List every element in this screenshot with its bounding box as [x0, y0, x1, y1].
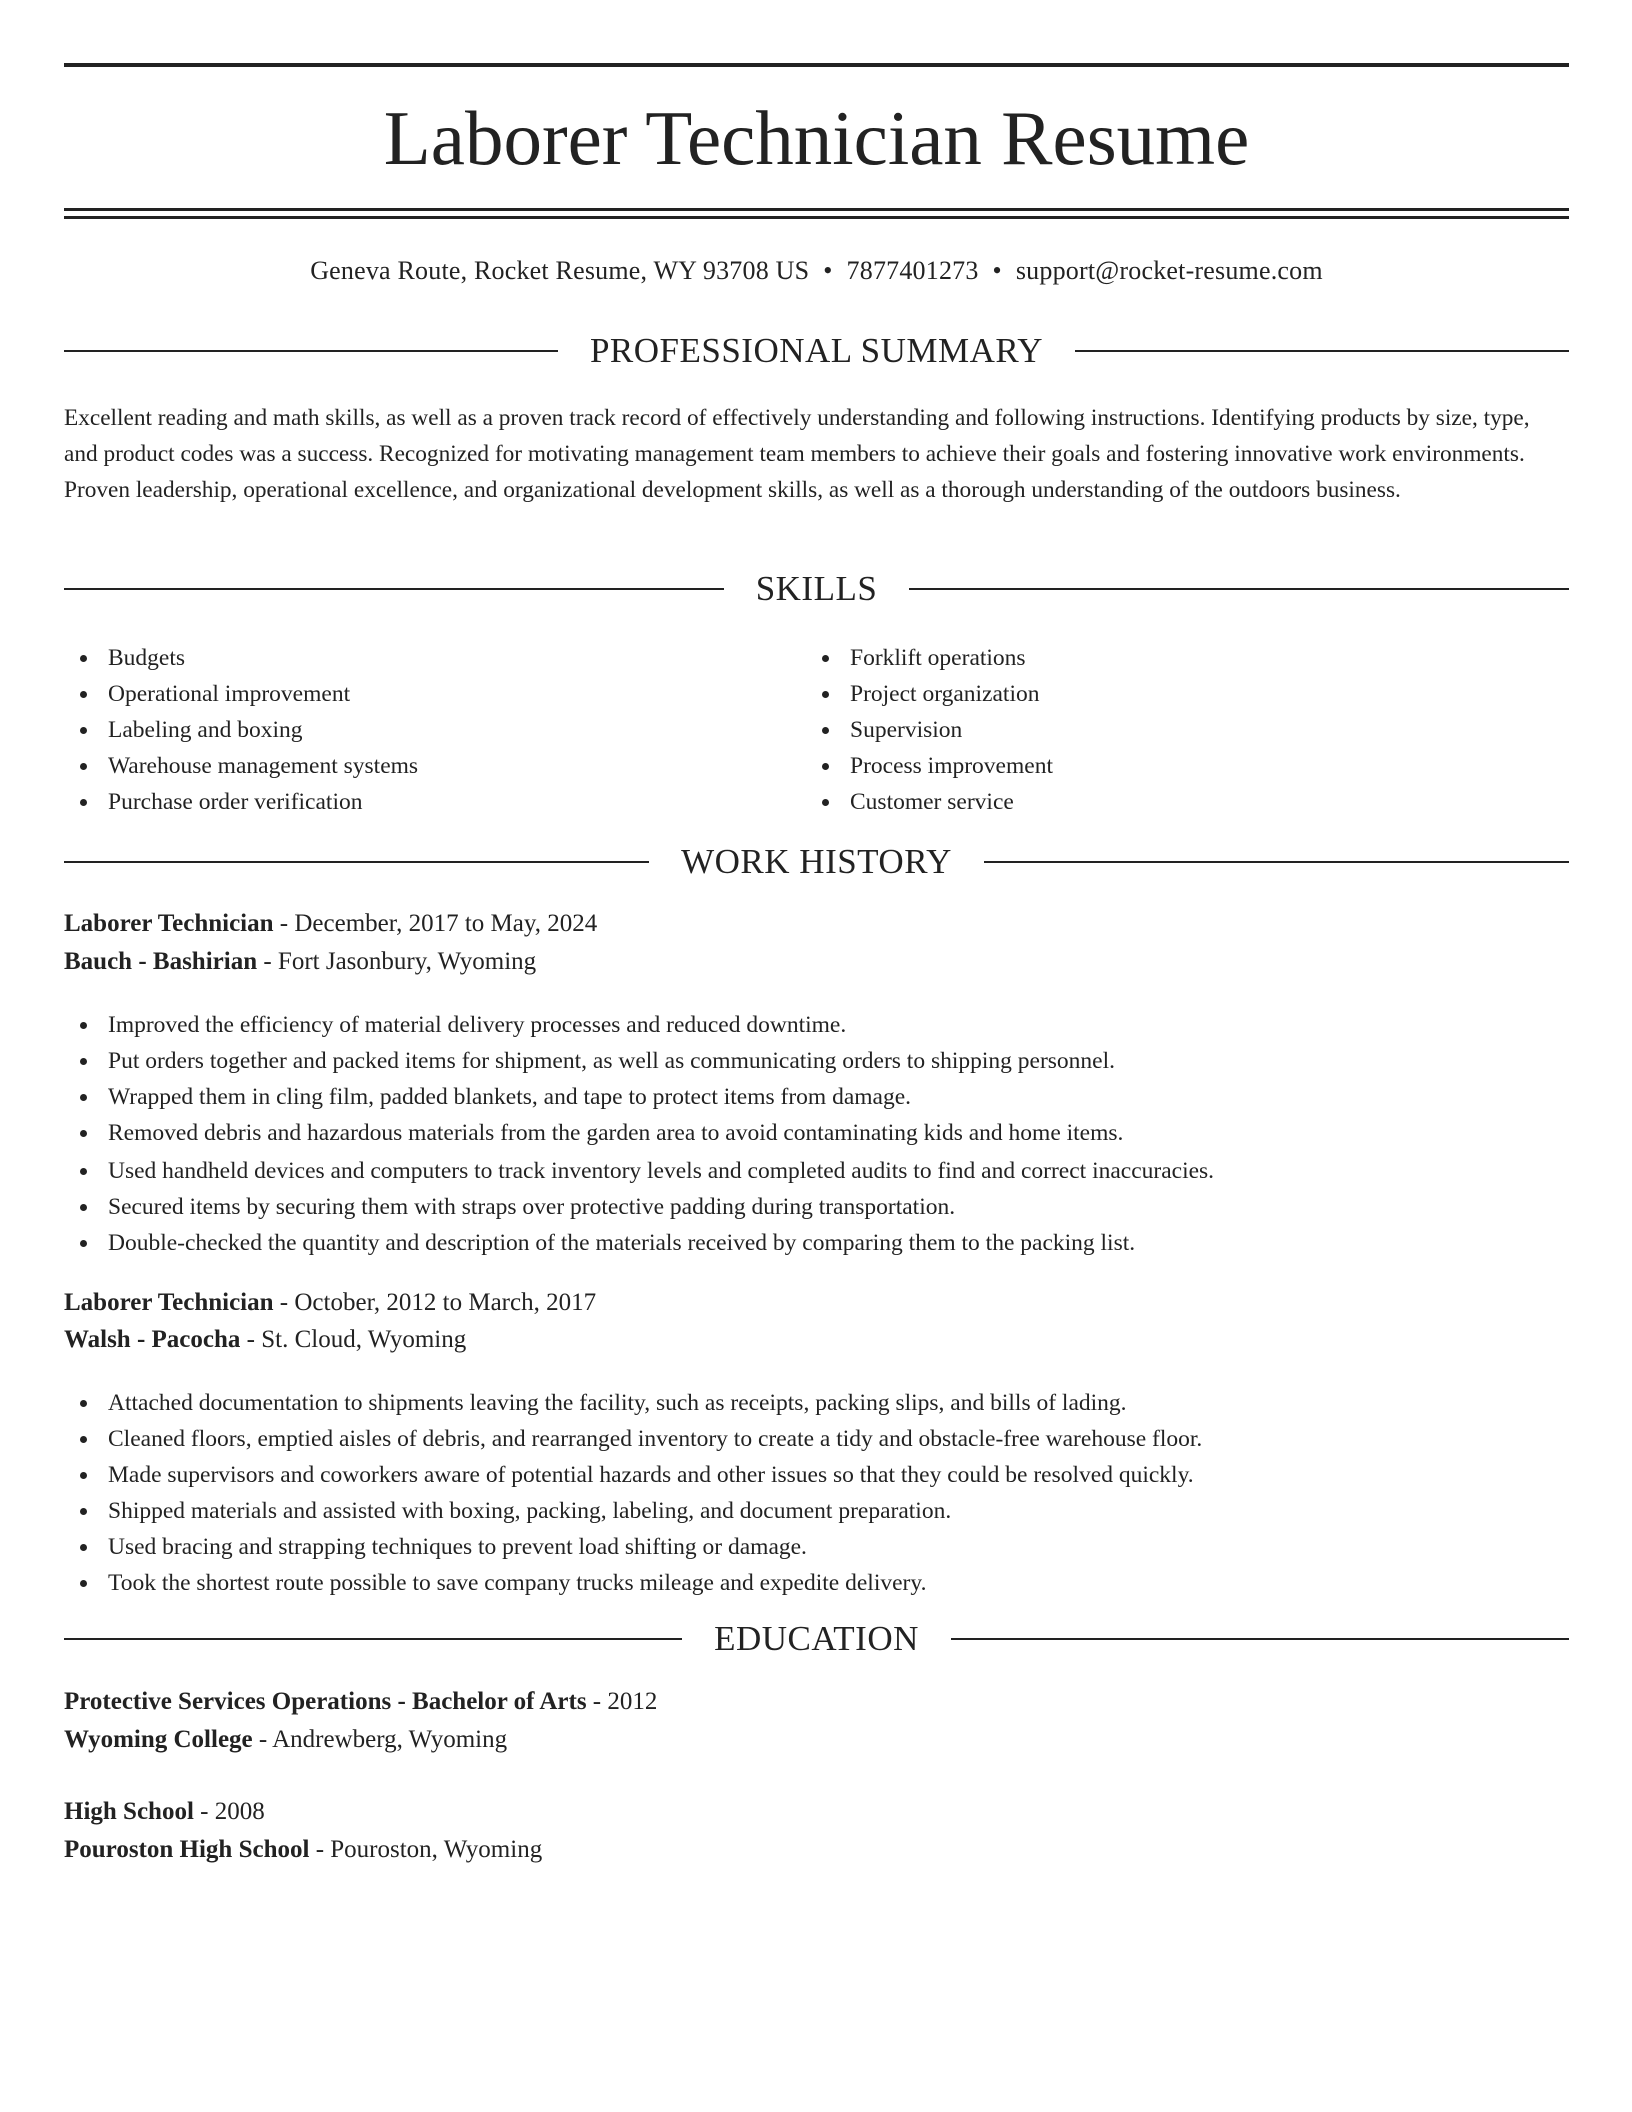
skill-item: Labeling and boxing: [64, 712, 418, 748]
job-location: - St. Cloud, Wyoming: [240, 1326, 467, 1353]
job-title-line: [64, 1285, 596, 1321]
education-school: Pouroston High School: [64, 1836, 310, 1863]
education-year: - 2012: [586, 1688, 658, 1715]
skill-item: Operational improvement: [64, 676, 418, 712]
resume-title: Laborer Technician Resume: [383, 95, 1250, 181]
education-location: - Andrewberg, Wyoming: [252, 1726, 508, 1753]
heading-rule: [64, 350, 558, 352]
heading-rule: [64, 588, 724, 590]
job-bullets: [64, 1385, 1202, 1601]
job-bullet: Used handheld devices and computers to track inventory levels and completed audits to find and correct inaccuracies.: [64, 1153, 1214, 1189]
summary-heading: [64, 331, 1569, 371]
contact-phone: 7877401273: [846, 256, 979, 285]
education-heading: [64, 1619, 1569, 1659]
work-heading: [64, 842, 1569, 882]
job-bullet: Cleaned floors, emptied aisles of debris, and rearranged inventory to create a tidy and obstacle-free warehouse floor.: [64, 1421, 1202, 1457]
title-rule-upper: [64, 208, 1569, 211]
skill-item: Purchase order verification: [64, 784, 418, 820]
skills-list-left: [64, 640, 418, 820]
heading-rule: [64, 1638, 682, 1640]
job-bullet: Wrapped them in cling film, padded blankets, and tape to protect items from damage.: [64, 1079, 1214, 1115]
job-company: Bauch - Bashirian: [64, 948, 258, 975]
skill-item: Process improvement: [806, 748, 1053, 784]
skill-item: Warehouse management systems: [64, 748, 418, 784]
job-title: Laborer Technician: [64, 1289, 274, 1316]
job-location: - Fort Jasonbury, Wyoming: [257, 948, 537, 975]
job-bullet: Double-checked the quantity and description of the materials received by comparing them to the packing list.: [64, 1225, 1214, 1261]
job-company: Walsh - Pacocha: [64, 1326, 241, 1353]
education-degree: Protective Services Operations - Bachelor of Arts: [64, 1688, 587, 1715]
job-title: Laborer Technician: [64, 910, 274, 937]
job-bullets: [64, 1007, 1214, 1261]
education-school-line: [64, 1832, 542, 1868]
job-bullet: Attached documentation to shipments leaving the facility, such as receipts, packing slips, and bills of lading.: [64, 1385, 1202, 1421]
contact-email: support@rocket-resume.com: [1015, 256, 1323, 285]
job-bullet: Took the shortest route possible to save company trucks mileage and expedite delivery.: [64, 1565, 1202, 1601]
skills-heading-label: SKILLS: [755, 569, 878, 608]
job-company-line: [64, 1322, 466, 1358]
education-heading-label: EDUCATION: [714, 1619, 919, 1658]
education-year: - 2008: [193, 1798, 265, 1825]
contact-separator: •: [992, 256, 1002, 285]
heading-rule: [64, 861, 649, 863]
contact-separator: •: [823, 256, 833, 285]
education-degree: High School: [64, 1798, 194, 1825]
job-bullet: Put orders together and packed items for shipment, as well as communicating orders to shipping personnel.: [64, 1043, 1214, 1079]
job-bullet: Improved the efficiency of material delivery processes and reduced downtime.: [64, 1007, 1214, 1043]
top-rule: [64, 63, 1569, 67]
education-degree-line: [64, 1684, 657, 1720]
title-rule-lower: [64, 216, 1569, 219]
heading-rule: [909, 588, 1569, 590]
heading-rule: [1075, 350, 1569, 352]
summary-heading-label: PROFESSIONAL SUMMARY: [589, 331, 1044, 370]
job-bullet: Made supervisors and coworkers aware of potential hazards and other issues so that they could be resolved quickly.: [64, 1457, 1202, 1493]
job-bullet: Used bracing and strapping techniques to prevent load shifting or damage.: [64, 1529, 1202, 1565]
education-school: Wyoming College: [64, 1726, 253, 1753]
job-company-line: [64, 944, 536, 980]
job-dates: - December, 2017 to May, 2024: [273, 910, 598, 937]
contact-line: [64, 254, 1569, 288]
education-school-line: [64, 1722, 507, 1758]
contact-address: Geneva Route, Rocket Resume, WY 93708 US: [310, 256, 810, 285]
job-bullet: Shipped materials and assisted with boxing, packing, labeling, and document preparation.: [64, 1493, 1202, 1529]
skill-item: Project organization: [806, 676, 1053, 712]
skills-heading: [64, 569, 1569, 609]
heading-rule: [951, 1638, 1569, 1640]
skill-item: Budgets: [64, 640, 418, 676]
job-bullet: Secured items by securing them with straps over protective padding during transportation.: [64, 1189, 1214, 1225]
job-dates: - October, 2012 to March, 2017: [273, 1289, 597, 1316]
skill-item: Forklift operations: [806, 640, 1053, 676]
skill-item: Supervision: [806, 712, 1053, 748]
job-bullet: Removed debris and hazardous materials from the garden area to avoid contaminating kids and home items.: [64, 1115, 1214, 1151]
job-title-line: [64, 906, 597, 942]
heading-rule: [984, 861, 1569, 863]
education-location: - Pouroston, Wyoming: [309, 1836, 543, 1863]
skills-list-right: [806, 640, 1053, 820]
work-heading-label: WORK HISTORY: [681, 842, 952, 881]
education-degree-line: [64, 1794, 265, 1830]
summary-text: Excellent reading and math skills, as well as a proven track record of effectively understanding and following instructions. Identifying products by size, type, and product codes was a success. Recognized for motivating management team members to achieve their goals and fostering innovative work environments. Proven leadership, operational excellence, and organizational development skills, as well as a thorough understanding of the outdoors business.: [64, 405, 1530, 503]
skill-item: Customer service: [806, 784, 1053, 820]
